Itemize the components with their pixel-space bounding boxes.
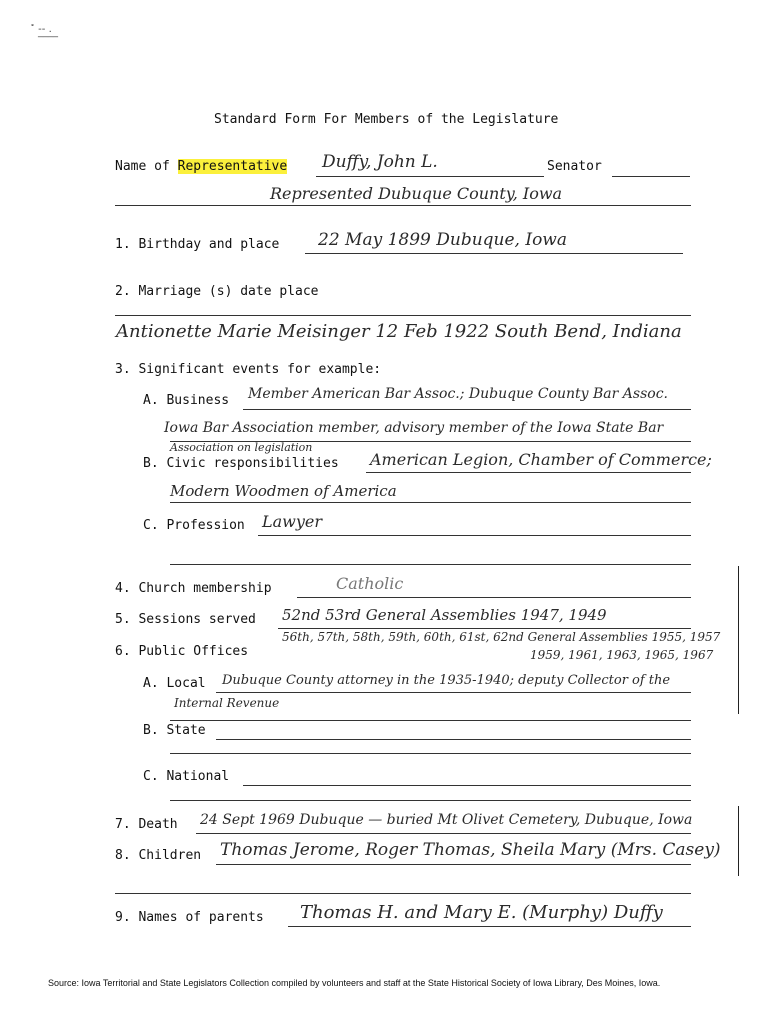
local-line: [216, 692, 691, 693]
profession-line: [258, 535, 691, 536]
stray-mark-2: ‾‾‾‾: [38, 36, 58, 47]
civic-line-2: [170, 502, 691, 503]
business-value-3: Association on legislation: [170, 441, 313, 454]
children-value: Thomas Jerome, Roger Thomas, Sheila Mary (Mrs. Casey): [220, 840, 721, 860]
local-value-2: Internal Revenue: [174, 696, 280, 710]
state-line: [216, 739, 691, 740]
parents-label: 9. Names of parents: [115, 910, 264, 925]
marriage-line: [115, 315, 691, 316]
margin-mark: [738, 566, 739, 714]
sessions-value: 52nd 53rd General Assemblies 1947, 1949: [282, 606, 607, 624]
national-line: [243, 785, 691, 786]
sessions-label: 5. Sessions served: [115, 612, 256, 627]
birthday-value: 22 May 1899 Dubuque, Iowa: [318, 230, 567, 250]
birthday-label: 1. Birthday and place: [115, 237, 280, 252]
marriage-label: 2. Marriage (s) date place: [115, 284, 319, 299]
death-line: [196, 833, 691, 834]
national-label: C. National: [143, 769, 230, 784]
public-offices-value-1: 56th, 57th, 58th, 59th, 60th, 61st, 62nd General Assemblies 1955, 1957: [282, 630, 721, 644]
parents-value: Thomas H. and Mary E. (Murphy) Duffy: [300, 902, 663, 923]
public-offices-label: 6. Public Offices: [115, 644, 249, 659]
senator-label: Senator: [547, 159, 602, 174]
business-value-2: Iowa Bar Association member, advisory member of the Iowa State Bar: [164, 420, 664, 436]
profession-value: Lawyer: [262, 512, 323, 531]
profession-label: C. Profession: [143, 518, 245, 533]
public-offices-value-2: 1959, 1961, 1963, 1965, 1967: [530, 648, 714, 662]
national-line-2: [170, 800, 691, 801]
civic-line: [366, 472, 691, 473]
church-line: [297, 597, 691, 598]
local-line-2: [170, 720, 691, 721]
name-value: Duffy, John L.: [322, 152, 438, 172]
state-label: B. State: [143, 723, 206, 738]
business-label: A. Business: [143, 393, 230, 408]
state-line-2: [170, 753, 691, 754]
children-line-2: [115, 893, 691, 894]
local-label: A. Local: [143, 676, 206, 691]
source-footer: Source: Iowa Territorial and State Legislators Collection compiled by volunteers and staff at the State Historical Society of Iowa Library, Des Moines, Iowa.: [48, 978, 661, 988]
civic-value-1: American Legion, Chamber of Commerce;: [370, 450, 712, 469]
church-value: Catholic: [336, 574, 404, 593]
sessions-line: [278, 628, 691, 629]
name-line-2: [115, 205, 691, 206]
birthday-line: [305, 253, 683, 254]
local-value-1: Dubuque County attorney in the 1935-1940; deputy Collector of the: [222, 673, 671, 688]
children-line: [216, 864, 691, 865]
name-label-prefix: Name of: [115, 159, 170, 174]
civic-value-2: Modern Woodmen of America: [170, 482, 397, 500]
events-label: 3. Significant events for example:: [115, 362, 382, 377]
name-label: [115, 159, 287, 174]
church-label: 4. Church membership: [115, 581, 272, 596]
representative-highlight: Representative: [177, 159, 288, 174]
business-value-1: Member American Bar Assoc.; Dubuque County Bar Assoc.: [248, 386, 668, 402]
name-line: [316, 176, 544, 177]
death-value: 24 Sept 1969 Dubuque — buried Mt Olivet Cemetery, Dubuque, Iowa: [200, 812, 693, 828]
marriage-value: Antionette Marie Meisinger 12 Feb 1922 South Bend, Indiana: [116, 321, 682, 342]
margin-mark-2: [738, 806, 739, 876]
parents-line: [288, 926, 691, 927]
stray-mark: ˟ -- .: [30, 24, 52, 35]
business-line: [243, 409, 691, 410]
name-line2-value: Represented Dubuque County, Iowa: [270, 184, 563, 203]
form-title: Standard Form For Members of the Legislature: [214, 112, 559, 127]
senator-line: [612, 176, 690, 177]
death-label: 7. Death: [115, 817, 178, 832]
children-label: 8. Children: [115, 848, 202, 863]
profession-line-2: [170, 564, 691, 565]
civic-label: B. Civic responsibilities: [143, 456, 339, 471]
